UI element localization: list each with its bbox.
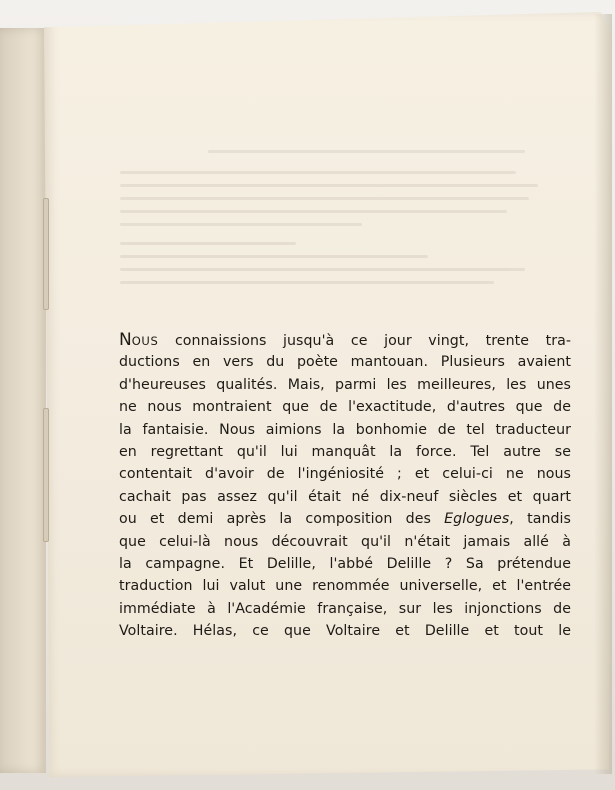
line-text: ou et demi après la composition des: [119, 511, 445, 528]
text-line: contentait d'avoir de l'ingéniosité ; et celui-ci ne nous: [119, 466, 571, 483]
text-line: cachait pas assez qu'il était né dix-neuf siècles et quart: [119, 488, 571, 505]
text-line: ne nous montraient que de l'exactitude, d'autres que de: [119, 399, 571, 416]
text-line: ductions en vers du poète mantouan. Plusieurs avaient: [119, 354, 571, 371]
body-text: [119, 329, 571, 642]
text-line: en regrettant qu'il lui manquât la force. Tel autre se: [119, 443, 571, 460]
text-line: immédiate à l'Académie française, sur les injonctions de: [119, 600, 571, 617]
show-through-text: [120, 150, 560, 294]
text-line: la fantaisie. Nous aimions la bonhomie de tel traducteur: [119, 421, 571, 438]
line-text: , tandis: [509, 511, 571, 528]
drop-cap: N: [119, 330, 132, 350]
line-text: connaissions jusqu'à ce jour vingt, trente tra-: [158, 333, 571, 349]
left-page: [0, 28, 46, 773]
text-line: Voltaire. Hélas, ce que Voltaire et Delille et tout le: [119, 623, 571, 640]
small-caps: OUS: [131, 334, 159, 348]
binding-stitch: [43, 198, 49, 310]
text-line: d'heureuses qualités. Mais, parmi les meilleures, les unes: [119, 376, 571, 393]
text-line: [119, 508, 571, 530]
binding-stitch: [43, 408, 49, 542]
text-line: [119, 329, 571, 351]
page-edge-shadow: [594, 14, 612, 774]
text-line: traduction lui valut une renommée universelle, et l'entrée: [119, 578, 571, 595]
text-line: que celui-là nous découvrait qu'il n'était jamais allé à: [119, 533, 571, 550]
work-title: Eglogues: [444, 511, 510, 528]
text-line: la campagne. Et Delille, l'abbé Delille ? Sa prétendue: [119, 555, 571, 572]
